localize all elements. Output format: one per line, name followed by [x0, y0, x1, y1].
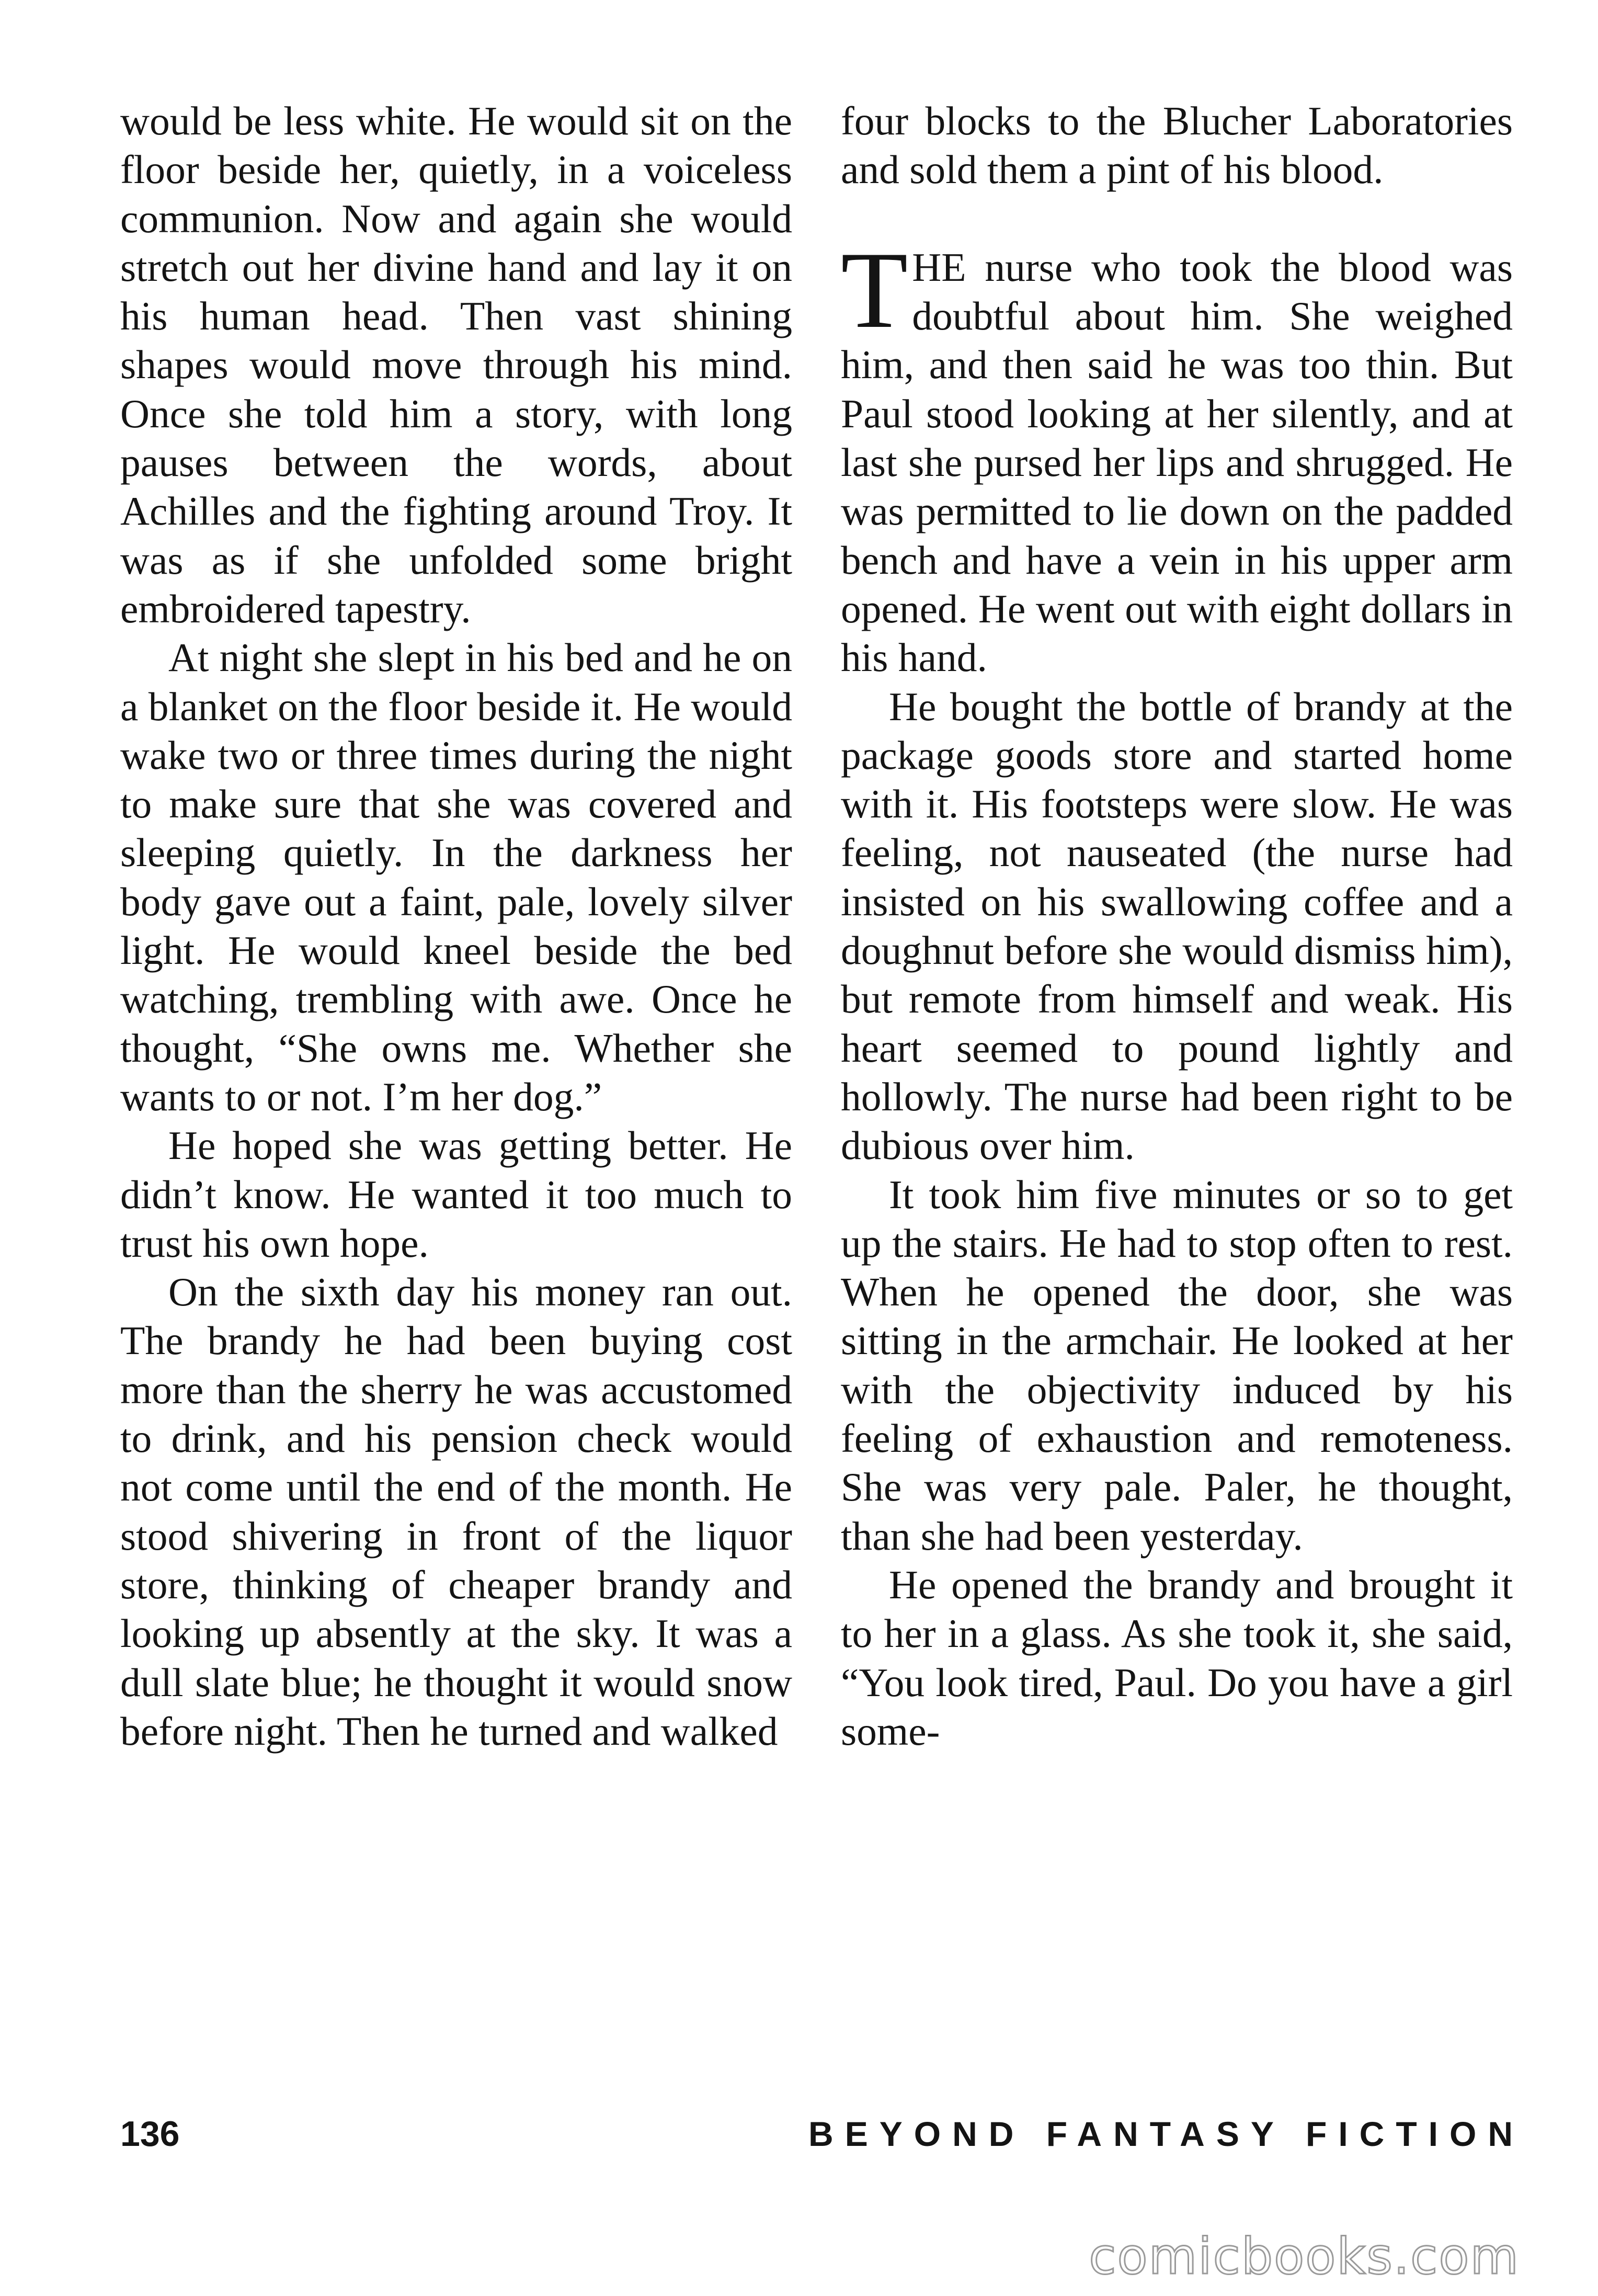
paragraph: He hoped she was getting better. He didn’t know. He wanted it too much to trust his own hope. [120, 1123, 792, 1266]
drop-cap-lead: HE [912, 244, 966, 290]
paragraph: He bought the bottle of brandy at the package goods store and started home with it. His footsteps were slow. He was feeling, not nauseated (the nurse had insisted on his swallowing coffee and a doughnut before she would dismiss him), but remote from himself and weak. His heart seemed to pound lightly and hollowly. The nurse had been right to be dubious over him. [841, 684, 1513, 1168]
running-title: BEYOND FANTASY FICTION [808, 2115, 1524, 2153]
paragraph: On the sixth day his money ran out. The brandy he had been buying cost more than the sherry he was accustomed to drink, and his pension check would not come until the end of the month. He stood shivering in front of the liquor store, thinking of cheaper brandy and looking up absently at the sky. It was a dull slate blue; he thought it would snow before night. Then he turned and walked [120, 1269, 792, 1754]
paragraph: four blocks to the Blucher Laboratories and sold them a pint of his blood. [841, 98, 1513, 192]
section-paragraph [841, 229, 1513, 683]
drop-cap: T [841, 229, 908, 351]
paragraph: would be less white. He would sit on the floor beside her, quietly, in a voiceless communion. Now and again she would stretch out her divine hand and lay it on his human head. Then vast shining shapes would move through his mind. Once she told him a story, with long pauses between the words, about Achilles and the fighting around Troy. It was as if she unfolded some bright embroidered tapestry. [120, 98, 792, 631]
paragraph: At night she slept in his bed and he on a blanket on the floor beside it. He would wake two or three times during the night to make sure that she was covered and sleeping quietly. In the darkness her body gave out a faint, pale, lovely silver light. He would kneel beside the bed watching, trembling with awe. Once he thought, “She owns me. Whether she wants to or not. I’m her dog.” [120, 635, 792, 1119]
paragraph: He opened the brandy and brought it to her in a glass. As she took it, she said, “You look tired, Paul. Do you have a girl some- [841, 1562, 1513, 1754]
watermark: comicbooks.com [1089, 2228, 1520, 2286]
section-text: nurse who took the blood was doubtful about him. She weighed him, and then said he was too thin. But Paul stood looking at her silently, and at last she pursed her lips and shrugged. He was permitted to lie down on the padded bench and have a vein in his upper arm opened. He went out with eight dollars in his hand. [841, 244, 1513, 680]
paragraph: It took him five minutes or so to get up the stairs. He had to stop often to rest. When he opened the door, she was sitting in the armchair. He looked at her with the objectivity induced by his feeling of exhaustion and remoteness. She was very pale. Paler, he thought, than she had been yesterday. [841, 1172, 1513, 1559]
left-text-column [120, 97, 792, 1756]
page-footer [120, 2108, 1524, 2160]
page-number: 136 [120, 2114, 180, 2154]
right-text-column [841, 97, 1513, 1756]
